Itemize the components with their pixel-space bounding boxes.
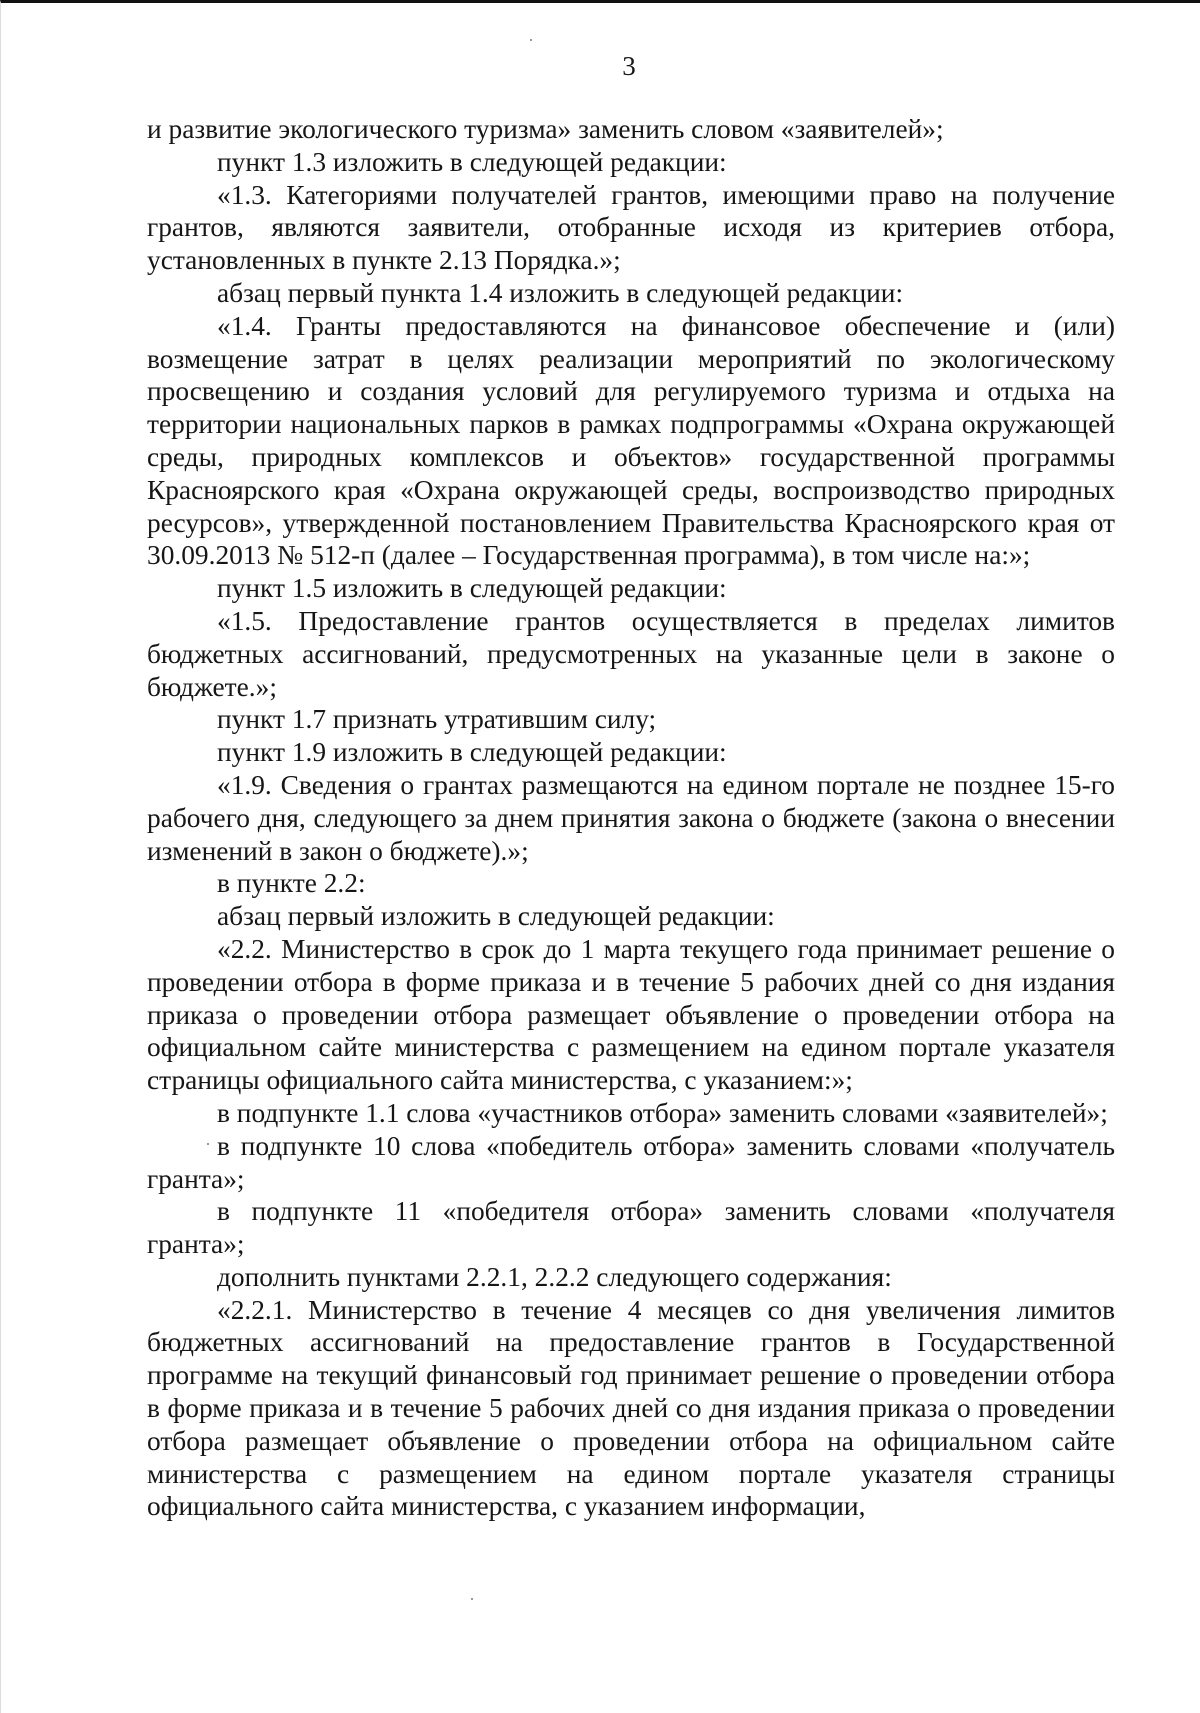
document-body bbox=[147, 113, 1115, 1523]
paragraph: дополнить пунктами 2.2.1, 2.2.2 следующего содержания: bbox=[217, 1261, 892, 1292]
paragraph: «1.3. Категориями получателей грантов, имеющими право на получение грантов, являются заявители, отобранные исходя из критериев отбора, установленных в пункте 2.13 Порядка.»; bbox=[147, 179, 1115, 276]
paragraph: абзац первый изложить в следующей редакции: bbox=[217, 901, 775, 932]
page-number: 3 bbox=[622, 51, 636, 81]
paragraph: пункт 1.7 признать утратившим силу; bbox=[217, 704, 657, 735]
scan-speck bbox=[471, 1598, 473, 1600]
paragraph: «1.9. Сведения о грантах размещаются на едином портале не позднее 15-го рабочего дня, следующего за днем принятия закона о бюджете (закона о внесении изменений в закон о бюджете).»; bbox=[147, 769, 1115, 866]
paragraph: пункт 1.9 изложить в следующей редакции: bbox=[217, 737, 727, 768]
paragraph: в пункте 2.2: bbox=[217, 868, 366, 899]
paragraph: в подпункте 10 слова «победитель отбора» заменить словами «получатель гранта»; bbox=[147, 1130, 1115, 1194]
paragraph: «1.4. Гранты предоставляются на финансовое обеспечение и (или) возмещение затрат в целях реализации мероприятий по экологическому просвещению и создания условий для регулируемого туризма и отдыха на территории национальных парков в рамках подпрограммы «Охрана окружающей среды, природных комплексов и объектов» государственной программы Красноярского края «Охрана окружающей среды, воспроизводство природных ресурсов», утвержденной постановлением Правительства Красноярского края от 30.09.2013 № 512-п (далее – Государственная программа), в том числе на:»; bbox=[147, 310, 1115, 571]
paragraph: «2.2. Министерство в срок до 1 марта текущего года принимает решение о проведении отбора в форме приказа и в течение 5 рабочих дней со дня издания приказа о проведении отбора размещает объявление о проведении отбора на официальном сайте министерства с размещением на едином портале указателя страницы официального сайта министерства, с указанием:»; bbox=[147, 933, 1115, 1096]
paragraph: и развитие экологического туризма» заменить словом «заявителей»; bbox=[147, 114, 944, 144]
paragraph: в подпункте 1.1 слова «участников отбора» заменить словами «заявителей»; bbox=[217, 1097, 1108, 1128]
paragraph: «2.2.1. Министерство в течение 4 месяцев со дня увеличения лимитов бюджетных ассигнований на предоставление грантов в Государственной программе на текущий финансовый год принимает решение о проведении отбора в форме приказа и в течение 5 рабочих дней со дня издания приказа о проведении отбора размещает объявление о проведении отбора на официальном сайте министерства с размещением на едином портале указателя страницы официального сайта министерства, с указанием информации, bbox=[147, 1294, 1115, 1522]
scan-speck bbox=[530, 39, 532, 41]
scan-speck bbox=[207, 1143, 209, 1145]
paragraph: пункт 1.3 изложить в следующей редакции: bbox=[217, 146, 727, 177]
paragraph: «1.5. Предоставление грантов осуществляется в пределах лимитов бюджетных ассигнований, предусмотренных на указанные цели в законе о бюджете.»; bbox=[147, 605, 1115, 702]
paragraph: пункт 1.5 изложить в следующей редакции: bbox=[217, 573, 727, 604]
paragraph: в подпункте 11 «победителя отбора» заменить словами «получателя гранта»; bbox=[147, 1196, 1115, 1260]
paragraph: абзац первый пункта 1.4 изложить в следующей редакции: bbox=[217, 277, 904, 308]
